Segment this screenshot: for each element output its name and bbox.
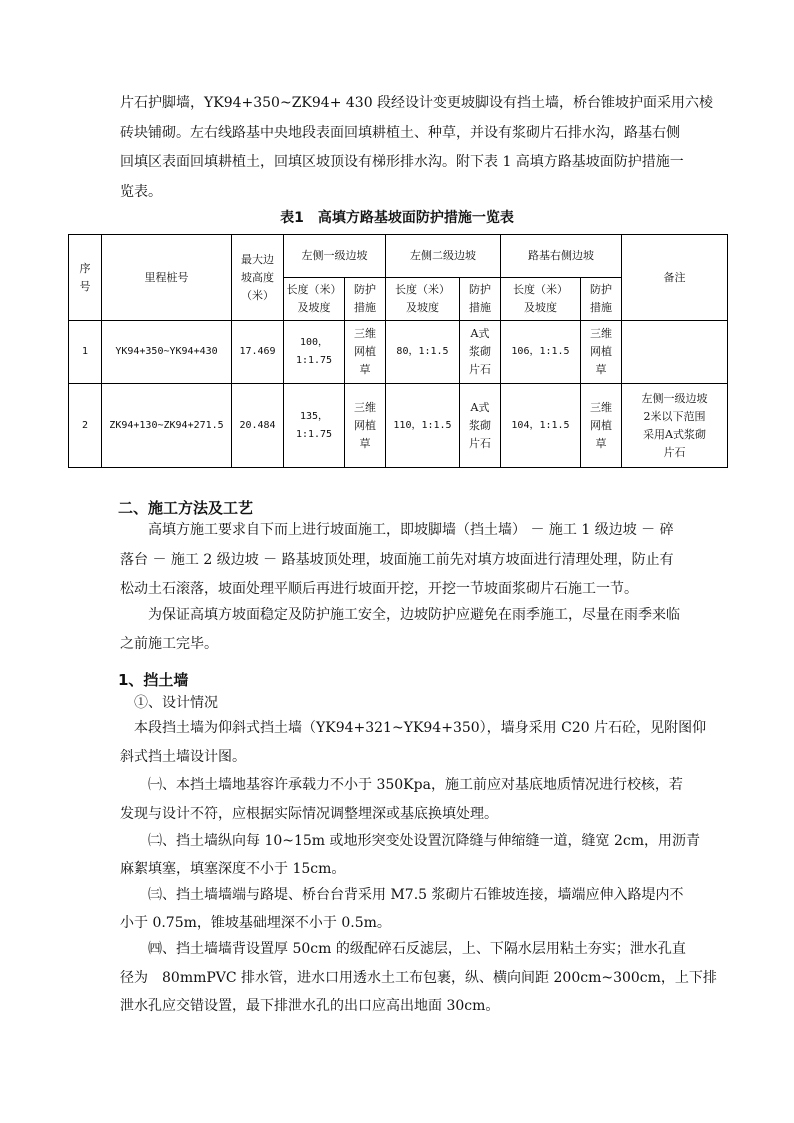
paragraph-line: 径为 80mmPVC 排水管，进水口用透水土工布包裹，纵、横向间距 200cm~300cm，上下排: [120, 970, 717, 986]
paragraph-line: 发现与设计不符，应根据实际情况调整埋深或基底换填处理。: [120, 806, 498, 822]
protection-table: [68, 234, 728, 468]
paragraph-line: 之前施工完毕。: [120, 636, 218, 652]
paragraph-line: 松动土石滚落，坡面处理平顺后再进行坡面开挖，开挖一节坡面浆砌片石施工一节。: [120, 581, 638, 597]
subsection-heading: 1、挡土墙: [118, 671, 189, 689]
paragraph-line: 麻絮填塞，填塞深度不小于 15cm。: [120, 861, 346, 877]
header-seq: 序 号: [69, 235, 102, 321]
cell-height: 17.469: [232, 321, 284, 384]
cell-remark: 左侧一级边坡 2米以下范围 采用A式浆砌 片石: [622, 384, 728, 468]
cell-left1-protection: 三维 网植 草: [345, 321, 386, 384]
paragraph-line: 斜式挡土墙设计图。: [120, 749, 246, 765]
header-protection: 防护 措施: [345, 278, 386, 321]
cell-right-length: 104，1:1.5: [501, 384, 581, 468]
table-caption: 表1 高填方路基坡面防护措施一览表: [280, 210, 514, 226]
table-row: [69, 384, 728, 468]
header-left-first-slope: 左侧一级边坡: [284, 235, 386, 278]
paragraph-line: 落台 － 施工 2 级边坡 － 路基坡顶处理，坡面施工前先对填方坡面进行清理处理，防止有: [120, 552, 674, 568]
header-right-slope: 路基右侧边坡: [501, 235, 622, 278]
table-row: [69, 321, 728, 384]
cell-left2-protection: A式 浆砌 片石: [460, 321, 501, 384]
header-left-second-slope: 左侧二级边坡: [386, 235, 501, 278]
cell-remark: [622, 321, 728, 384]
paragraph-line: ㈡、挡土墙纵向每 10~15m 或地形突变处设置沉降缝与伸缩缝一道，缝宽 2cm，用沥青: [120, 833, 701, 849]
cell-right-length: 106，1:1.5: [501, 321, 581, 384]
cell-left1-length: 135， 1:1.75: [284, 384, 345, 468]
intro-line: 回填区表面回填耕植土，回填区坡顶设有梯形排水沟。附下表 1 高填方路基坡面防护措施一: [120, 154, 684, 170]
cell-left2-length: 110，1:1.5: [386, 384, 460, 468]
paragraph-line: 本段挡土墙为仰斜式挡土墙（YK94+321~YK94+350），墙身采用 C20 片石砼，见附图仰: [120, 720, 707, 736]
paragraph-line: ㈠、本挡土墙地基容许承载力不小于 350Kpa，施工前应对基底地质情况进行校核，若: [120, 777, 683, 793]
cell-left1-protection: 三维 网植 草: [345, 384, 386, 468]
cell-left2-length: 80，1:1.5: [386, 321, 460, 384]
cell-right-protection: 三维 网植 草: [581, 321, 622, 384]
header-length: 长度（米） 及坡度: [501, 278, 581, 321]
cell-mileage: YK94+350~YK94+430: [102, 321, 232, 384]
cell-right-protection: 三维 网植 草: [581, 384, 622, 468]
header-mileage: 里程桩号: [102, 235, 232, 321]
cell-left2-protection: A式 浆砌 片石: [460, 384, 501, 468]
paragraph-line: 小于 0.75m，锥坡基础埋深不小于 0.5m。: [120, 915, 391, 931]
paragraph-line: ㈣、挡土墙墙背设置厚 50cm 的级配碎石反滤层，上、下隔水层用粘土夯实；泄水孔直: [120, 941, 686, 957]
header-max-height: 最大边 坡高度 （米）: [232, 235, 284, 321]
cell-seq: 2: [69, 384, 102, 468]
paragraph-line: ㈢、挡土墙墙端与路堤、桥台台背采用 M7.5 浆砌片石锥坡连接，墙端应伸入路堤内不: [120, 887, 684, 903]
cell-seq: 1: [69, 321, 102, 384]
intro-line: 片石护脚墙，YK94+350~ZK94+ 430 段经设计变更坡脚设有挡土墙，桥台锥坡护面采用六棱: [120, 95, 714, 111]
header-remark: 备注: [622, 235, 728, 321]
header-protection: 防护 措施: [460, 278, 501, 321]
paragraph-line: 高填方施工要求自下而上进行坡面施工，即坡脚墙（挡土墙） － 施工 1 级边坡 － 碎: [120, 522, 674, 538]
header-length: 长度（米） 及坡度: [284, 278, 345, 321]
intro-line: 砖块铺砌。左右线路基中央地段表面回填耕植土、种草，并设有浆砌片石排水沟，路基右侧: [120, 125, 680, 141]
sub-heading: ①、设计情况: [120, 695, 218, 711]
header-protection: 防护 措施: [581, 278, 622, 321]
cell-left1-length: 100， 1:1.75: [284, 321, 345, 384]
intro-line: 览表。: [120, 184, 162, 200]
paragraph-line: 为保证高填方坡面稳定及防护施工安全，边坡防护应避免在雨季施工，尽量在雨季来临: [120, 607, 680, 623]
paragraph-line: 泄水孔应交错设置，最下排泄水孔的出口应高出地面 30cm。: [120, 998, 500, 1014]
section-heading: 二、施工方法及工艺: [118, 499, 254, 517]
header-length: 长度（米） 及坡度: [386, 278, 460, 321]
cell-mileage: ZK94+130~ZK94+271.5: [102, 384, 232, 468]
cell-height: 20.484: [232, 384, 284, 468]
